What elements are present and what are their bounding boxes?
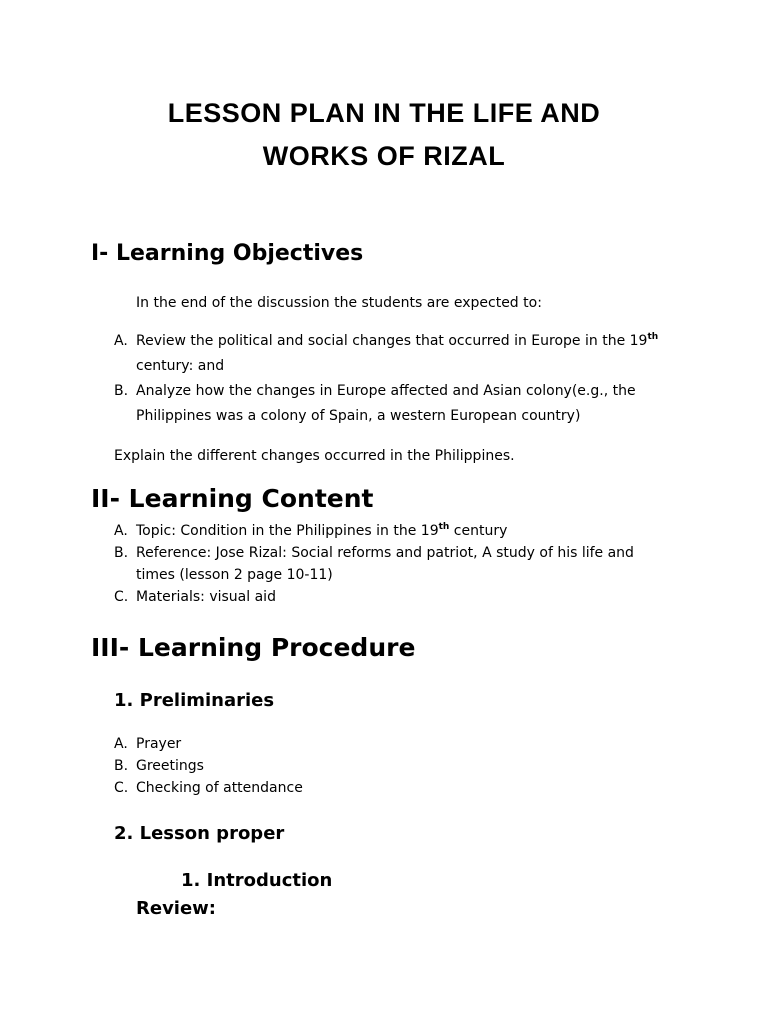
- list-marker: B.: [114, 383, 129, 399]
- objectives-list: [114, 329, 659, 429]
- document-title: [0, 92, 768, 178]
- list-marker: C.: [114, 780, 129, 796]
- subheading-lesson-proper: 2. Lesson proper: [114, 823, 285, 844]
- section-heading-procedure: III- Learning Procedure: [91, 633, 416, 662]
- list-item: B. Analyze how the changes in Europe affected and Asian colony(e.g., the Philippines was a colony of Spain, a western European country): [136, 379, 658, 429]
- objectives-intro: In the end of the discussion the students are expected to:: [136, 295, 542, 311]
- list-item: B. Greetings: [136, 755, 303, 777]
- section-heading-content: II- Learning Content: [91, 484, 374, 513]
- list-marker: B.: [114, 545, 129, 561]
- list-marker: A.: [114, 333, 128, 349]
- content-list: [114, 520, 634, 608]
- list-item: A. Topic: Condition in the Philippines in the 19th century: [136, 520, 634, 542]
- list-item: C. Checking of attendance: [136, 777, 303, 799]
- list-item: A. Prayer: [136, 733, 303, 755]
- subheading-preliminaries: 1. Preliminaries: [114, 690, 275, 711]
- review-label: Review:: [136, 898, 217, 919]
- list-item: B. Reference: Jose Rizal: Social reforms and patriot, A study of his life and times (lesson 2 page 10-11): [136, 542, 634, 586]
- objectives-closing: Explain the different changes occurred in the Philippines.: [114, 448, 515, 464]
- preliminaries-list: [114, 733, 303, 799]
- list-item: A. Review the political and social changes that occurred in Europe in the 19th century: and: [136, 329, 658, 379]
- section-heading-objectives: I- Learning Objectives: [91, 241, 364, 266]
- list-marker: C.: [114, 589, 129, 605]
- title-line-2: WORKS OF RIZAL: [262, 141, 506, 171]
- list-item: C. Materials: visual aid: [136, 586, 634, 608]
- subheading-introduction: 1. Introduction: [181, 870, 333, 891]
- title-line-1: LESSON PLAN IN THE LIFE AND: [167, 98, 601, 128]
- list-marker: A.: [114, 736, 128, 752]
- list-marker: A.: [114, 523, 128, 539]
- list-marker: B.: [114, 758, 129, 774]
